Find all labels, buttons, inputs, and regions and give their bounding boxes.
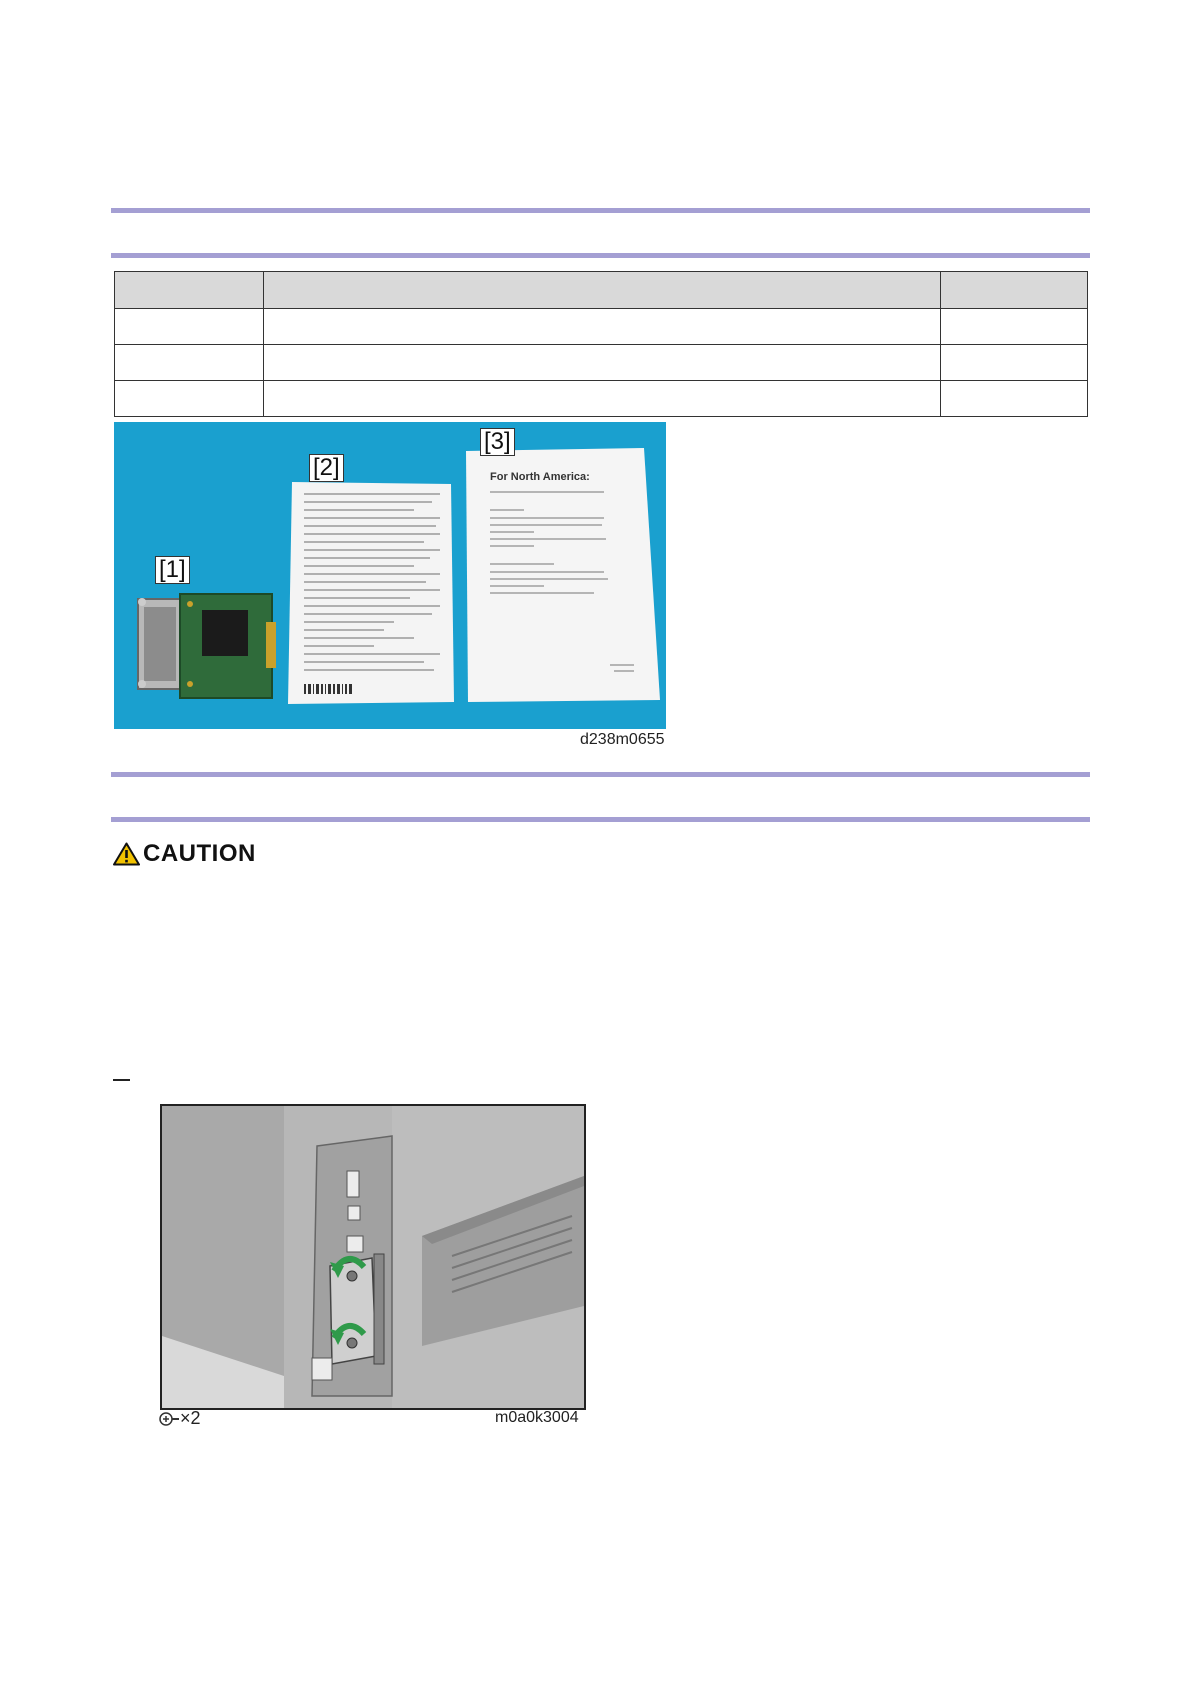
table-header-row [115,272,1088,309]
section-rule-bottom [111,253,1090,258]
machine-rear-illustration [160,1104,586,1410]
section-rule-bottom-2 [111,817,1090,822]
sheet3-heading: For North America: [490,471,590,483]
section-rule-top [111,208,1090,213]
table-cell [264,381,941,417]
header-description [264,272,941,309]
screw-count-text: ×2 [180,1408,201,1428]
callout-3: [3] [480,428,515,456]
figure2-code: m0a0k3004 [495,1409,579,1426]
table-cell [115,345,264,381]
north-america-notice-sheet [466,448,660,702]
step-marker [113,1079,130,1081]
warning-triangle-icon [113,842,140,866]
section-rule-top-2 [111,772,1090,777]
table-cell [941,309,1088,345]
callout-2: [2] [309,454,344,482]
caution-label [113,840,256,868]
table-row [115,345,1088,381]
accessories-illustration [114,422,666,729]
header-qty [941,272,1088,309]
table-cell [264,309,941,345]
table-cell [264,345,941,381]
instruction-sheet [288,482,454,704]
interface-board [138,594,276,698]
screw-icon [158,1409,180,1429]
caution-text: CAUTION [143,840,256,867]
screw-count [158,1408,201,1429]
parts-table [114,271,1088,417]
table-cell [115,381,264,417]
table-row [115,381,1088,417]
accessories-photo [114,422,666,729]
header-no [115,272,264,309]
table-cell [941,345,1088,381]
table-cell [941,381,1088,417]
slot-cover-screw-diagram [162,1106,584,1408]
figure1-code: d238m0655 [580,731,665,748]
table-row [115,309,1088,345]
table-cell [115,309,264,345]
callout-1: [1] [155,556,190,584]
